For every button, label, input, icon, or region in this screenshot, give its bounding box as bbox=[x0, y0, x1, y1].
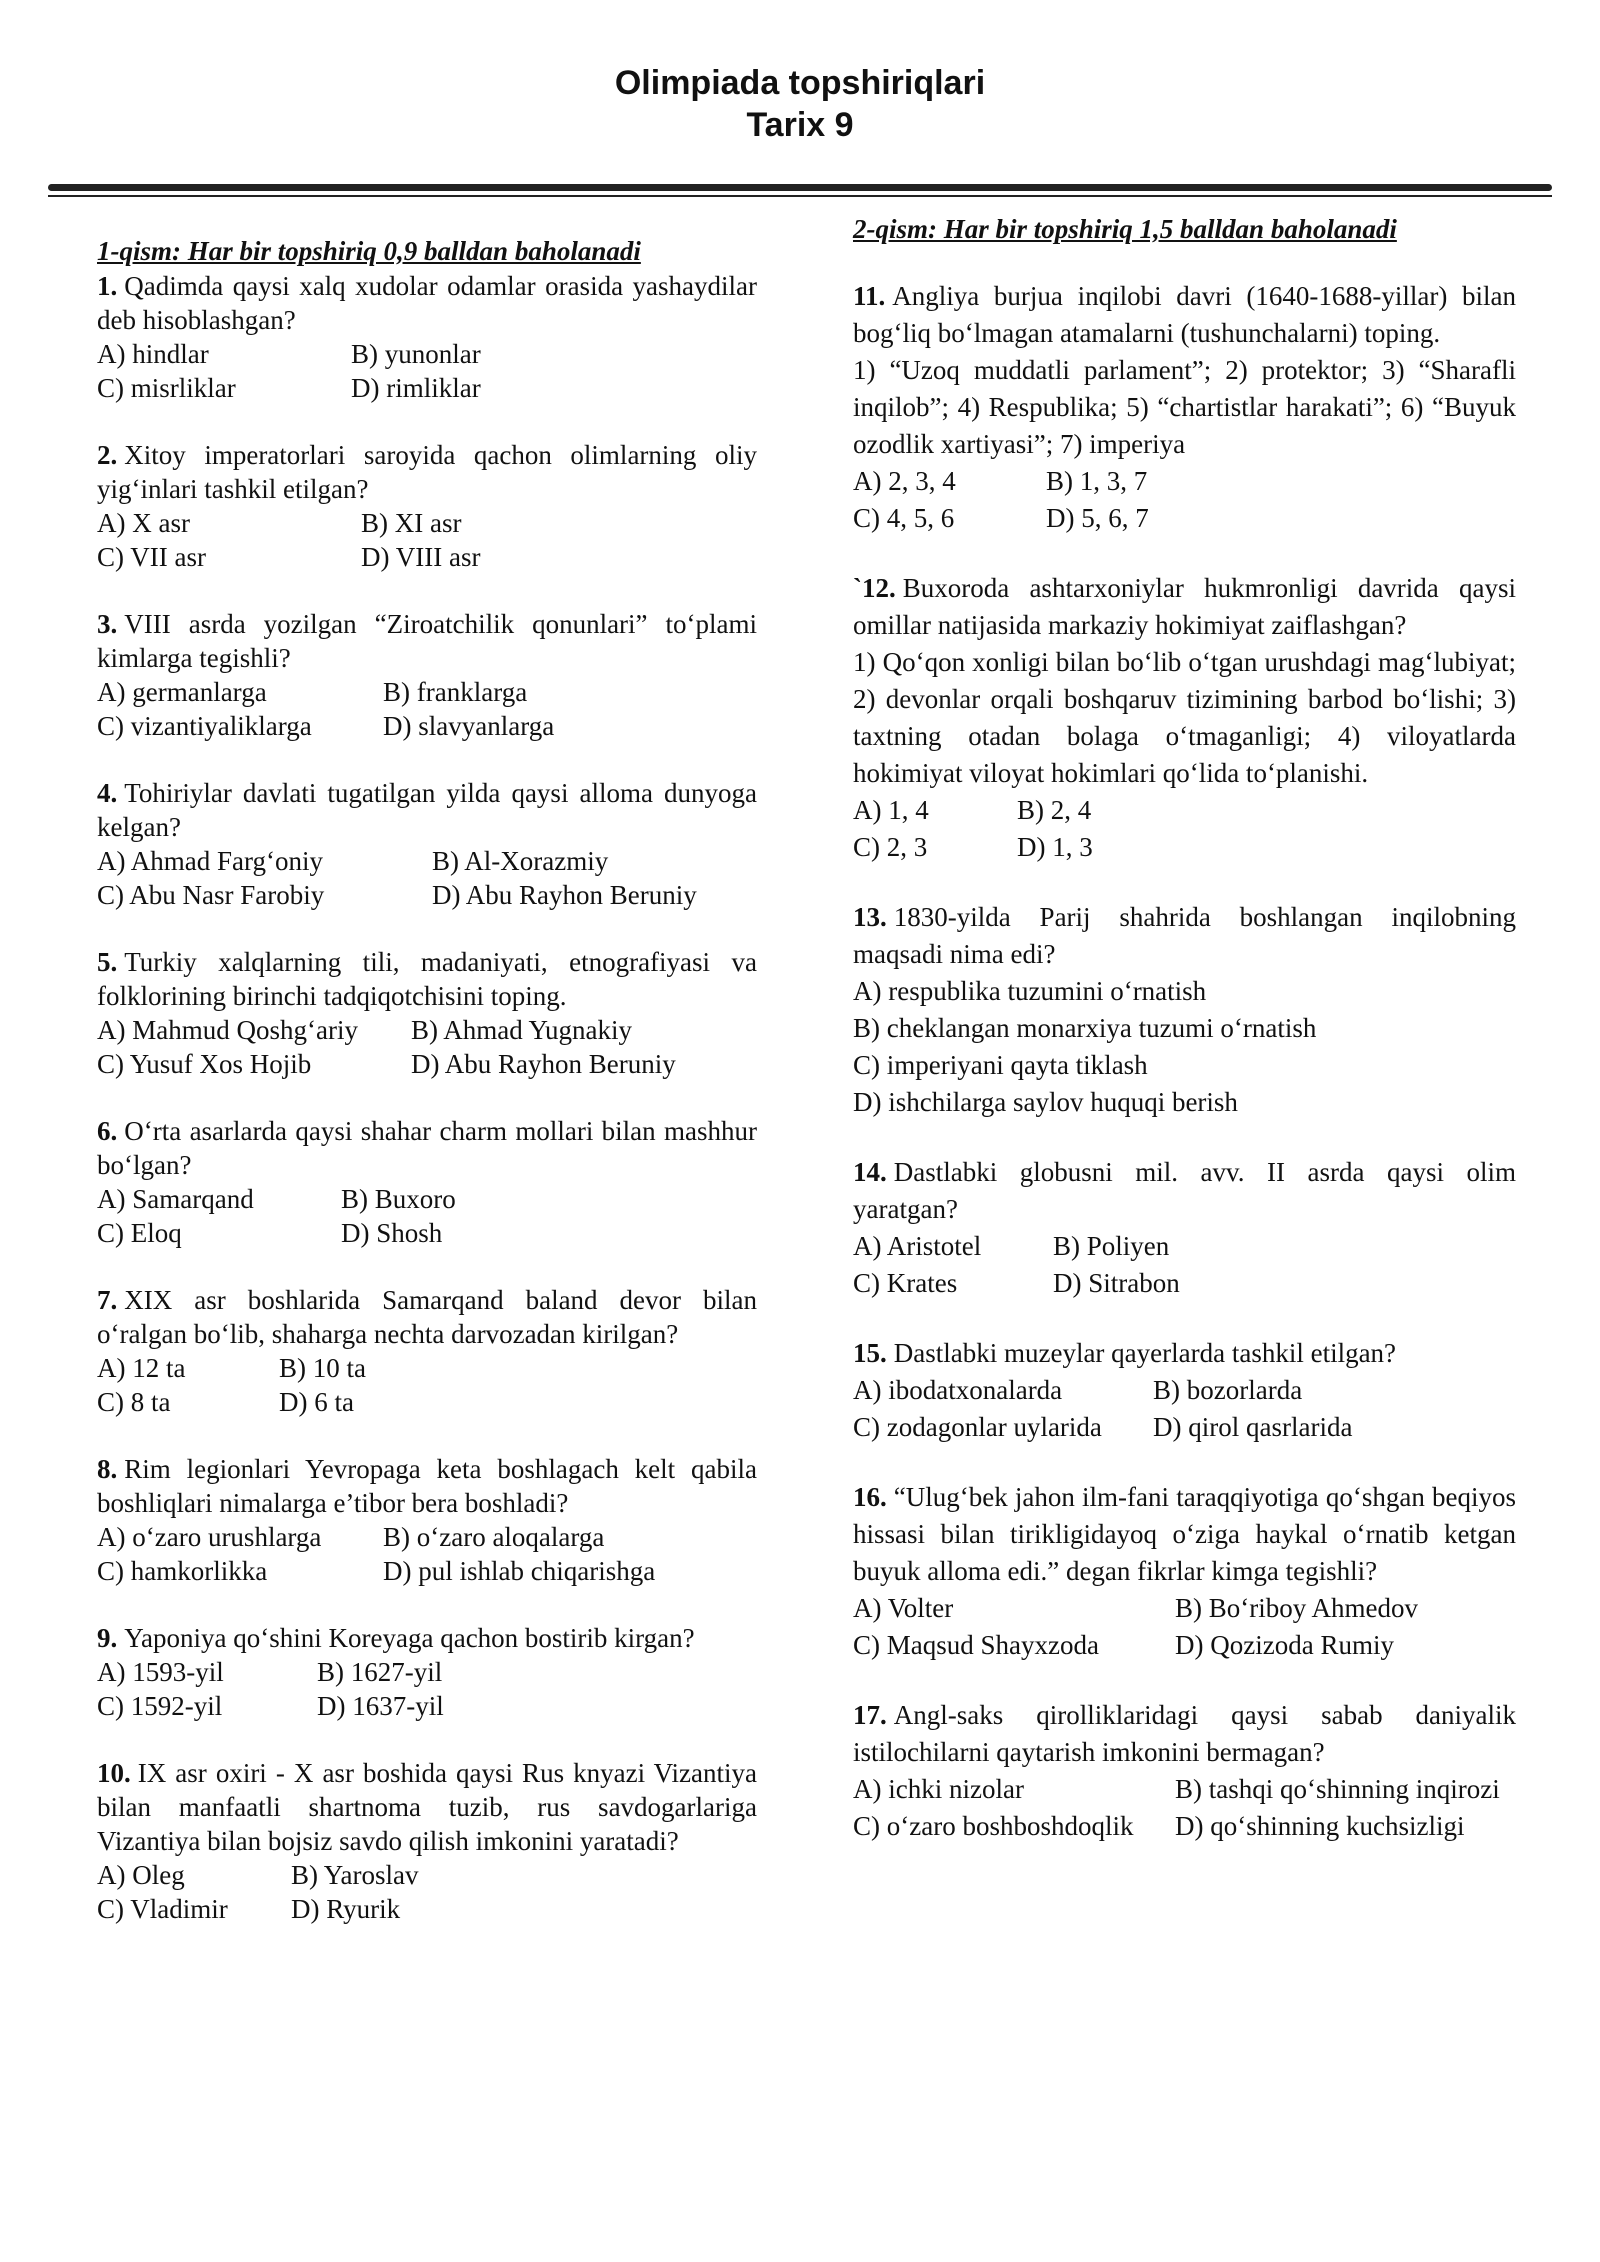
document-subtitle: Tarix 9 bbox=[746, 106, 854, 144]
option-d: D) 1637-yil bbox=[317, 1691, 444, 1721]
option-row bbox=[853, 829, 1516, 866]
question-9 bbox=[97, 1621, 757, 1723]
question-body: Turkiy xalqlarning tili, madaniyati, etnografiyasi va folklorining birinchi tadqiqotchisini toping. bbox=[97, 947, 757, 1011]
question-17 bbox=[853, 1697, 1516, 1845]
option-row bbox=[853, 1372, 1516, 1409]
option-a: A) Aristotel bbox=[853, 1231, 982, 1261]
question-items: 1) “Uzoq muddatli parlament”; 2) protektor; 3) “Sharafli inqilob”; 4) Respublika; 5) “chartistlar harakati”; 6) “Buyuk ozodlik xartiyasi”; 7) imperiya bbox=[853, 355, 1516, 459]
question-number: 5. bbox=[97, 947, 118, 977]
part1-title: 1-qism: Har bir topshiriq 0,9 balldan baholanadi bbox=[97, 236, 641, 266]
option-b: B) Bo‘riboy Ahmedov bbox=[1175, 1593, 1418, 1623]
option-row bbox=[97, 371, 757, 405]
question-number: 7. bbox=[97, 1285, 118, 1315]
option-b: B) Yaroslav bbox=[291, 1860, 419, 1890]
option-b: B) Poliyen bbox=[1053, 1231, 1170, 1261]
question-body: Dastlabki globusni mil. avv. II asrda qaysi olim yaratgan? bbox=[853, 1157, 1516, 1224]
question-number: 6. bbox=[97, 1116, 118, 1146]
option-b: B) cheklangan monarxiya tuzumi o‘rnatish bbox=[853, 1013, 1317, 1043]
option-b: B) 2, 4 bbox=[1017, 795, 1092, 825]
option-d: D) Abu Rayhon Beruniy bbox=[411, 1049, 676, 1079]
question-body: O‘rta asarlarda qaysi shahar charm mollari bilan mashhur bo‘lgan? bbox=[97, 1116, 757, 1180]
question-11 bbox=[853, 278, 1516, 537]
option-b: B) Al-Xorazmiy bbox=[432, 846, 609, 876]
option-row bbox=[853, 973, 1516, 1010]
option-c: C) misrliklar bbox=[97, 373, 236, 403]
option-d: D) 5, 6, 7 bbox=[1046, 503, 1149, 533]
option-c: C) vizantiyaliklarga bbox=[97, 711, 312, 741]
option-row bbox=[97, 1351, 757, 1385]
question-text bbox=[853, 1697, 1516, 1771]
option-c: C) Abu Nasr Farobiy bbox=[97, 880, 325, 910]
option-row bbox=[853, 1808, 1516, 1845]
question-items: 1) Qo‘qon xonligi bilan bo‘lib o‘tgan urushdagi mag‘lubiyat; 2) devonlar orqali boshqaruv tizimining barbod bo‘lishi; 3) taxtning otadan bolaga o‘tmaganligi; 4) viloyatlarda hokimiyat viloyat hokimlari qo‘lida to‘planishi. bbox=[853, 647, 1516, 788]
option-b: B) o‘zaro aloqalarga bbox=[383, 1522, 605, 1552]
question-number: 3. bbox=[97, 609, 118, 639]
question-text bbox=[853, 570, 1516, 644]
option-d: D) qo‘shinning kuchsizligi bbox=[1175, 1811, 1465, 1841]
option-row bbox=[97, 1216, 757, 1250]
option-b: B) tashqi qo‘shinning inqirozi bbox=[1175, 1774, 1500, 1804]
option-row bbox=[853, 500, 1516, 537]
question-text bbox=[853, 1154, 1516, 1228]
option-row bbox=[853, 1771, 1516, 1808]
option-row bbox=[853, 792, 1516, 829]
option-d: D) Abu Rayhon Beruniy bbox=[432, 880, 697, 910]
option-row bbox=[97, 540, 757, 574]
question-body: XIX asr boshlarida Samarqand baland devor bilan o‘ralgan bo‘lib, shaharga nechta darvozadan kirilgan? bbox=[97, 1285, 757, 1349]
question-15 bbox=[853, 1335, 1516, 1446]
header-divider-thick bbox=[48, 184, 1552, 191]
option-c: C) Krates bbox=[853, 1268, 958, 1298]
option-row bbox=[853, 1409, 1516, 1446]
document-title: Olimpiada topshiriqlari bbox=[614, 64, 986, 102]
option-row bbox=[853, 1590, 1516, 1627]
option-row bbox=[853, 1010, 1516, 1047]
question-4 bbox=[97, 776, 757, 912]
question-body: Dastlabki muzeylar qayerlarda tashkil etilgan? bbox=[893, 1338, 1397, 1368]
question-number: 10. bbox=[97, 1758, 131, 1788]
option-row bbox=[97, 506, 757, 540]
option-a: A) Oleg bbox=[97, 1860, 185, 1890]
option-d: D) Qozizoda Rumiy bbox=[1175, 1630, 1394, 1660]
document-header bbox=[0, 62, 1600, 146]
option-c: C) hamkorlikka bbox=[97, 1556, 268, 1586]
option-row bbox=[97, 675, 757, 709]
part2-questions bbox=[853, 278, 1516, 1845]
question-12 bbox=[853, 570, 1516, 866]
question-number: 1. bbox=[97, 271, 118, 301]
part1-questions bbox=[97, 269, 757, 1926]
question-number: 11. bbox=[853, 281, 886, 311]
header-divider-thin bbox=[48, 195, 1552, 197]
option-b: B) Ahmad Yugnakiy bbox=[411, 1015, 632, 1045]
question-6 bbox=[97, 1114, 757, 1250]
option-a: A) 1593-yil bbox=[97, 1657, 224, 1687]
option-d: D) 6 ta bbox=[279, 1387, 354, 1417]
option-b: B) yunonlar bbox=[351, 339, 481, 369]
option-row bbox=[853, 1265, 1516, 1302]
option-row bbox=[97, 709, 757, 743]
option-c: C) Maqsud Shayxzoda bbox=[853, 1630, 1099, 1660]
option-b: B) 10 ta bbox=[279, 1353, 366, 1383]
question-body: Buxoroda ashtarxoniylar hukmronligi davrida qaysi omillar natijasida markaziy hokimiyat zaiflashgan? bbox=[853, 573, 1516, 640]
question-number: 14. bbox=[853, 1157, 887, 1187]
option-d: D) 1, 3 bbox=[1017, 832, 1093, 862]
option-b: B) 1627-yil bbox=[317, 1657, 443, 1687]
option-b: B) 1, 3, 7 bbox=[1046, 466, 1148, 496]
left-column bbox=[97, 234, 757, 1959]
option-d: D) qirol qasrlarida bbox=[1153, 1412, 1353, 1442]
option-a: A) germanlarga bbox=[97, 677, 267, 707]
question-8 bbox=[97, 1452, 757, 1588]
question-text bbox=[97, 1283, 757, 1351]
question-body: Xitoy imperatorlari saroyida qachon olimlarning oliy yig‘inlari tashkil etilgan? bbox=[97, 440, 757, 504]
option-a: A) Volter bbox=[853, 1593, 954, 1623]
option-d: D) rimliklar bbox=[351, 373, 481, 403]
option-a: A) Samarqand bbox=[97, 1184, 254, 1214]
question-body: Qadimda qaysi xalq xudolar odamlar orasida yashaydilar deb hisoblashgan? bbox=[97, 271, 757, 335]
question-1 bbox=[97, 269, 757, 405]
question-body: “Ulug‘bek jahon ilm-fani taraqqiyotiga qo‘shgan beqiyos hissasi bilan tirikligidayoq o‘ziga haykal o‘rnatib ketgan buyuk alloma edi.” degan fikrlar kimga tegishli? bbox=[853, 1482, 1516, 1586]
option-a: A) respublika tuzumini o‘rnatish bbox=[853, 976, 1207, 1006]
option-b: B) XI asr bbox=[361, 508, 462, 538]
question-7 bbox=[97, 1283, 757, 1419]
option-c: C) 2, 3 bbox=[853, 832, 928, 862]
question-text bbox=[97, 1621, 757, 1655]
option-a: A) X asr bbox=[97, 508, 190, 538]
question-number: 13. bbox=[853, 902, 887, 932]
question-body: IX asr oxiri - X asr boshida qaysi Rus knyazi Vizantiya bilan manfaatli shartnoma tuzib, rus savdogarlariga Vizantiya bilan bojsiz savdo qilish imkonini yaratadi? bbox=[97, 1758, 757, 1856]
option-c: C) zodagonlar uylarida bbox=[853, 1412, 1102, 1442]
question-text bbox=[97, 1452, 757, 1520]
question-text bbox=[97, 1114, 757, 1182]
option-c: C) imperiyani qayta tiklash bbox=[853, 1050, 1148, 1080]
option-b: B) bozorlarda bbox=[1153, 1375, 1303, 1405]
option-d: D) Shosh bbox=[341, 1218, 443, 1248]
option-row bbox=[97, 1892, 757, 1926]
question-body: Angliya burjua inqilobi davri (1640-1688-yillar) bilan bog‘liq bo‘lmagan atamalarni (tushunchalarni) toping. bbox=[853, 281, 1516, 348]
option-row bbox=[853, 1228, 1516, 1265]
option-d: D) Ryurik bbox=[291, 1894, 401, 1924]
option-row bbox=[97, 1385, 757, 1419]
question-number: 9. bbox=[97, 1623, 118, 1653]
option-b: B) franklarga bbox=[383, 677, 528, 707]
question-text bbox=[853, 278, 1516, 352]
question-5 bbox=[97, 945, 757, 1081]
option-c: C) Eloq bbox=[97, 1218, 182, 1248]
option-a: A) o‘zaro urushlarga bbox=[97, 1522, 322, 1552]
option-a: A) ichki nizolar bbox=[853, 1774, 1024, 1804]
question-text bbox=[97, 776, 757, 844]
option-a: A) 2, 3, 4 bbox=[853, 466, 956, 496]
question-14 bbox=[853, 1154, 1516, 1302]
option-row bbox=[97, 1858, 757, 1892]
question-text bbox=[97, 1756, 757, 1858]
option-row bbox=[853, 463, 1516, 500]
part2-title: 2-qism: Har bir topshiriq 1,5 balldan baholanadi bbox=[853, 214, 1397, 244]
question-3 bbox=[97, 607, 757, 743]
option-row bbox=[97, 878, 757, 912]
option-c: C) 1592-yil bbox=[97, 1691, 223, 1721]
question-number: 2. bbox=[97, 440, 118, 470]
option-row bbox=[853, 1627, 1516, 1664]
option-b: B) Buxoro bbox=[341, 1184, 456, 1214]
option-d: D) slavyanlarga bbox=[383, 711, 555, 741]
question-body: VIII asrda yozilgan “Ziroatchilik qonunlari” to‘plami kimlarga tegishli? bbox=[97, 609, 757, 673]
question-16 bbox=[853, 1479, 1516, 1664]
option-row bbox=[97, 1520, 757, 1554]
question-number: `12. bbox=[853, 573, 896, 603]
question-body: Yaponiya qo‘shini Koreyaga qachon bostirib kirgan? bbox=[124, 1623, 695, 1653]
question-text bbox=[853, 899, 1516, 973]
option-d: D) VIII asr bbox=[361, 542, 481, 572]
right-column bbox=[853, 212, 1516, 1878]
question-number: 8. bbox=[97, 1454, 118, 1484]
option-a: A) 12 ta bbox=[97, 1353, 186, 1383]
option-c: C) 8 ta bbox=[97, 1387, 171, 1417]
option-row bbox=[97, 1554, 757, 1588]
option-row bbox=[853, 1047, 1516, 1084]
option-d: D) pul ishlab chiqarishga bbox=[383, 1556, 656, 1586]
question-body: Rim legionlari Yevropaga keta boshlagach kelt qabila boshliqlari nimalarga e’tibor bera boshladi? bbox=[97, 1454, 757, 1518]
question-body: 1830-yilda Parij shahrida boshlangan inqilobning maqsadi nima edi? bbox=[853, 902, 1516, 969]
question-10 bbox=[97, 1756, 757, 1926]
option-a: A) 1, 4 bbox=[853, 795, 929, 825]
option-row bbox=[97, 1689, 757, 1723]
option-c: C) VII asr bbox=[97, 542, 206, 572]
option-a: A) hindlar bbox=[97, 339, 209, 369]
question-number: 15. bbox=[853, 1338, 887, 1368]
question-text bbox=[97, 607, 757, 675]
option-row bbox=[853, 1084, 1516, 1121]
option-d: D) Sitrabon bbox=[1053, 1268, 1180, 1298]
option-c: C) Vladimir bbox=[97, 1894, 228, 1924]
question-body: Tohiriylar davlati tugatilgan yilda qaysi alloma dunyoga kelgan? bbox=[97, 778, 757, 842]
option-a: A) Ahmad Farg‘oniy bbox=[97, 846, 323, 876]
question-body: Angl-saks qirolliklaridagi qaysi sabab daniyalik istilochilarni qaytarish imkonini bermagan? bbox=[853, 1700, 1516, 1767]
option-a: A) ibodatxonalarda bbox=[853, 1375, 1063, 1405]
option-row bbox=[97, 337, 757, 371]
option-row bbox=[97, 1047, 757, 1081]
question-number: 4. bbox=[97, 778, 118, 808]
question-13 bbox=[853, 899, 1516, 1121]
question-text bbox=[97, 945, 757, 1013]
option-c: C) o‘zaro boshboshdoqlik bbox=[853, 1811, 1134, 1841]
question-2 bbox=[97, 438, 757, 574]
question-text bbox=[97, 269, 757, 337]
option-d: D) ishchilarga saylov huquqi berish bbox=[853, 1087, 1238, 1117]
option-row bbox=[97, 1013, 757, 1047]
option-a: A) Mahmud Qoshg‘ariy bbox=[97, 1015, 358, 1045]
option-c: C) 4, 5, 6 bbox=[853, 503, 955, 533]
question-text bbox=[97, 438, 757, 506]
question-text bbox=[853, 1479, 1516, 1590]
option-row bbox=[97, 1655, 757, 1689]
question-number: 17. bbox=[853, 1700, 887, 1730]
question-number: 16. bbox=[853, 1482, 887, 1512]
option-row bbox=[97, 844, 757, 878]
option-c: C) Yusuf Xos Hojib bbox=[97, 1049, 312, 1079]
option-row bbox=[97, 1182, 757, 1216]
question-text bbox=[853, 1335, 1516, 1372]
